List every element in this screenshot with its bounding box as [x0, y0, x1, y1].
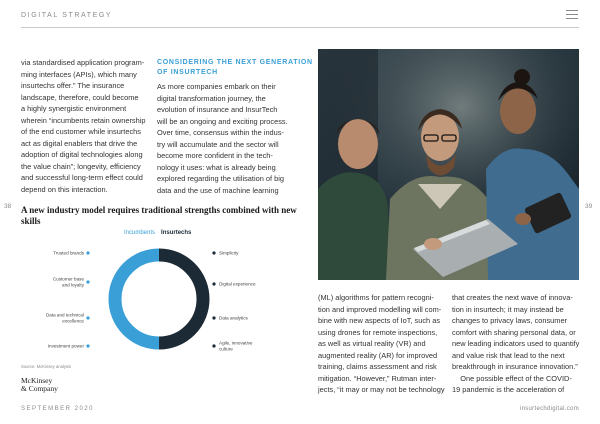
text-line: via standardised application program-	[21, 58, 145, 67]
label-insurtech-1: Digital experience	[219, 281, 256, 287]
text-line: tion and improved modelling will com-	[318, 304, 442, 314]
text-line: Over time, consensus within the indus-	[157, 128, 284, 138]
text-line: (ML) algorithms for pattern recogni-	[318, 293, 434, 302]
text-line: nology it uses: what is already being	[157, 162, 276, 172]
text-line: landscape, therefore, could become	[21, 92, 139, 102]
label-incumbent-1: Customer base and loyalty	[52, 276, 84, 288]
mckinsey-logo	[21, 377, 58, 392]
text-line: mitigation. “However,” Rutman inter-	[318, 373, 437, 383]
text-line: bine with new aspects of IoT, such as	[318, 316, 441, 326]
footer-website[interactable]: insurtechdigital.com	[519, 406, 579, 412]
label-dot-incumbent-0	[86, 251, 89, 254]
text-line: changes to privacy laws, consumer	[452, 316, 568, 326]
legend-insurtechs: Insurtechs	[161, 230, 192, 236]
text-line: ming interfaces (APIs), which many	[21, 69, 137, 79]
text-line: evolution of insurance and InsurTech	[157, 105, 278, 115]
article-column-4	[452, 292, 579, 396]
text-line: breakthrough in insurance innovation.”	[452, 362, 578, 372]
column-heading	[157, 58, 313, 78]
text-line: wherein “incumbents retain ownership	[21, 115, 146, 125]
text-line: new leading indicators used to quantify	[452, 339, 580, 349]
text-line: and successful long-term effect could	[21, 173, 143, 183]
text-line: 19 pandemic is the acceleration of	[452, 385, 565, 395]
header-divider	[21, 27, 579, 28]
label-incumbent-3: Investment power	[47, 343, 84, 349]
text-line: and value risk that lead to the next	[452, 350, 565, 360]
label-dot-incumbent-1	[86, 280, 89, 283]
label-dot-incumbent-3	[86, 344, 89, 347]
text-line: adoption of digital technologies along	[21, 150, 143, 160]
label-incumbent-0: Trusted brands	[53, 250, 84, 256]
heading-line: CONSIDERING THE NEXT GENERATION	[157, 59, 313, 66]
page-number-right: 39	[585, 203, 593, 210]
photo-team-at-laptop	[318, 49, 579, 280]
donut-segment-insurtechs	[159, 255, 203, 343]
article-column-1	[21, 57, 147, 196]
label-insurtech-0: Simplicity	[219, 250, 239, 256]
text-line: explored regarding the utilisation of big	[157, 174, 284, 184]
label-dot-incumbent-2	[86, 316, 89, 319]
chart-title: A new industry model requires traditional strengths combined with new skills	[21, 205, 297, 226]
label-dot-insurtech-3	[212, 344, 215, 347]
text-line: training, claims assessment and risk	[318, 362, 437, 372]
text-line: insurtechs offer.” The insurance	[21, 81, 125, 91]
text-line: a highly synergistic environment	[21, 104, 127, 114]
text-line: that creates the next wave of innova-	[452, 293, 573, 302]
text-line: the value chain”; longevity, efficiency	[21, 161, 141, 171]
text-line: of the end customer while insurtechs	[21, 127, 141, 137]
label-insurtech-3: Agile, innovative culture	[219, 340, 253, 352]
label-dot-insurtech-0	[212, 251, 215, 254]
text-line: depend on this interaction.	[21, 185, 108, 195]
donut-chart	[21, 238, 300, 360]
text-line: digital transformation journey, the	[157, 93, 266, 103]
text-line: using drones for remote inspections,	[318, 327, 438, 337]
label-insurtech-2: Data analytics	[219, 315, 248, 321]
label-dot-insurtech-1	[212, 282, 215, 285]
text-line: try will accumulate and the sector will	[157, 139, 279, 149]
text-line: will be an ongoing and exciting process.	[157, 116, 288, 126]
logo-line: & Company	[21, 383, 58, 393]
text-line: as well as virtual reality (VR) and	[318, 339, 426, 349]
hamburger-menu-icon[interactable]	[566, 10, 578, 20]
legend-incumbents: Incumbents	[124, 230, 156, 236]
text-line: jects, “it may or may not be technology	[318, 385, 445, 395]
text-line: augmented reality (AR) for improved	[318, 350, 438, 360]
page-number-left: 38	[4, 203, 12, 210]
section-title: DIGITAL STRATEGY	[21, 12, 113, 19]
heading-line: OF INSURTECH	[157, 69, 218, 76]
footer-date: SEPTEMBER 2020	[21, 406, 95, 412]
label-dot-insurtech-2	[212, 316, 215, 319]
text-line: become more confident in the tech-	[157, 151, 273, 161]
chart-legend	[124, 230, 191, 236]
logo-line: McKinsey	[21, 376, 53, 385]
text-line: tion in insurtech; it may instead be	[452, 304, 564, 314]
article-column-2	[157, 81, 288, 196]
article-column-3	[318, 292, 443, 396]
text-line: One possible effect of the COVID-	[452, 373, 572, 383]
text-line: data and the use of machine learning	[157, 185, 279, 195]
donut-segment-incumbents	[115, 255, 159, 343]
text-line: As more companies embark on their	[157, 82, 276, 91]
label-incumbent-2: Data and technical excellence	[45, 312, 84, 324]
text-line: comfort with sharing personal data, or	[452, 327, 576, 337]
text-line: act as digital enablers that drive the	[21, 138, 138, 148]
chart-source: Source: McKinsey analysis	[21, 364, 72, 369]
